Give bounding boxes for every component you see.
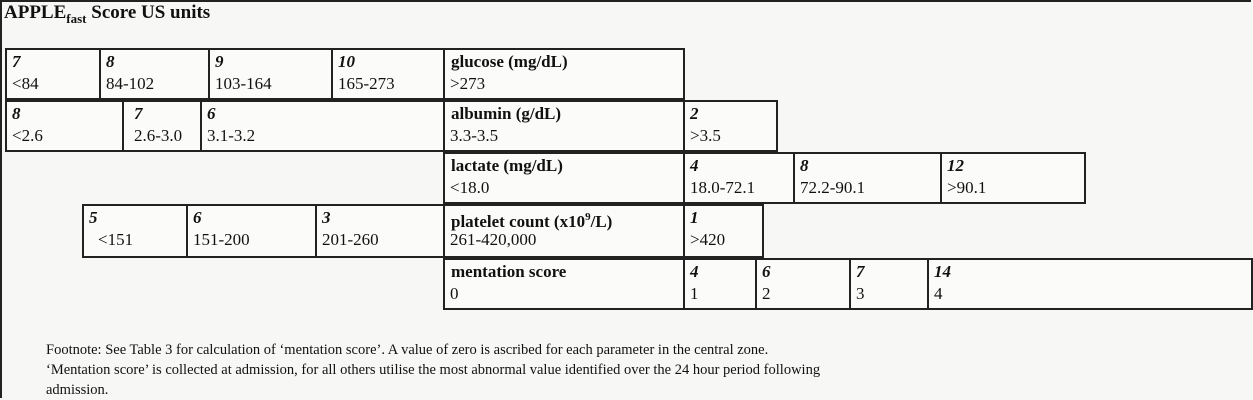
range-value: >3.5 bbox=[690, 126, 721, 145]
platelet-score-6-cell bbox=[186, 204, 317, 258]
normal-range: <18.0 bbox=[450, 178, 490, 197]
param-name: glucose (mg/dL) bbox=[451, 52, 568, 71]
param-name bbox=[451, 208, 612, 231]
range-value: <84 bbox=[12, 74, 39, 93]
footnote-line: admission. bbox=[46, 382, 109, 398]
range-value: 72.2-90.1 bbox=[800, 178, 866, 197]
score-value: 7 bbox=[12, 52, 21, 71]
title-subscript: fast bbox=[66, 11, 87, 26]
footnote-line: Footnote: See Table 3 for calculation of ‘mentation score’. A value of zero is ascribed for each parameter in the central zone. bbox=[46, 342, 769, 358]
score-value: 9 bbox=[215, 52, 224, 71]
param-name: mentation score bbox=[451, 262, 567, 281]
score-value: 6 bbox=[762, 262, 771, 281]
range-value: <151 bbox=[98, 230, 134, 249]
range-value: 1 bbox=[690, 284, 699, 303]
param-name-main: platelet count (x10 bbox=[451, 212, 586, 231]
range-value: <2.6 bbox=[12, 126, 43, 145]
mentation-score-6-cell bbox=[755, 258, 851, 310]
param-name: lactate (mg/dL) bbox=[451, 156, 563, 175]
score-value: 10 bbox=[338, 52, 355, 71]
range-value: 201-260 bbox=[322, 230, 379, 249]
score-value: 8 bbox=[12, 104, 21, 123]
platelet-param-cell bbox=[443, 204, 685, 258]
range-value: 2.6-3.0 bbox=[134, 126, 183, 145]
glucose-score-10-cell bbox=[331, 48, 445, 100]
lactate-param-cell bbox=[443, 152, 685, 204]
score-value: 6 bbox=[193, 208, 202, 227]
mentation-param-cell bbox=[443, 258, 685, 310]
title-rest: Score US units bbox=[86, 2, 211, 23]
glucose-score-9-cell bbox=[208, 48, 333, 100]
range-value: 103-164 bbox=[215, 74, 272, 93]
lactate-score-8-cell bbox=[793, 152, 942, 204]
normal-range: 261-420,000 bbox=[450, 230, 537, 249]
score-value: 8 bbox=[106, 52, 115, 71]
param-name-superscript: 9 bbox=[585, 211, 591, 223]
score-value: 2 bbox=[690, 104, 699, 123]
range-value: 4 bbox=[934, 284, 943, 303]
footnote-line: ‘Mentation score’ is collected at admission, for all others utilise the most abnormal value identified over the 24 hour period following bbox=[46, 362, 821, 378]
lactate-score-12-cell bbox=[940, 152, 1086, 204]
albumin-score-2-cell bbox=[683, 100, 778, 152]
glucose-score-7-cell bbox=[5, 48, 101, 100]
score-value: 7 bbox=[856, 262, 865, 281]
platelet-score-1-cell bbox=[683, 204, 764, 258]
mentation-score-7-cell bbox=[849, 258, 929, 310]
score-value: 6 bbox=[207, 104, 216, 123]
mentation-score-14-cell bbox=[927, 258, 1253, 310]
title-main: APPLE bbox=[4, 2, 67, 23]
glucose-param-cell bbox=[443, 48, 685, 100]
normal-range: 3.3-3.5 bbox=[450, 126, 499, 145]
albumin-param-cell bbox=[443, 100, 685, 152]
platelet-score-5-cell bbox=[82, 204, 188, 258]
score-value: 3 bbox=[322, 208, 331, 227]
score-value: 8 bbox=[800, 156, 809, 175]
mentation-score-4-cell bbox=[683, 258, 757, 310]
range-value: 165-273 bbox=[338, 74, 395, 93]
lactate-score-4-cell bbox=[683, 152, 795, 204]
normal-range: >273 bbox=[450, 74, 486, 93]
score-value: 4 bbox=[690, 156, 699, 175]
table-title bbox=[4, 2, 210, 30]
platelet-score-3-cell bbox=[315, 204, 445, 258]
range-value: 3.1-3.2 bbox=[207, 126, 256, 145]
range-value: >420 bbox=[690, 230, 726, 249]
glucose-score-8-cell bbox=[99, 48, 210, 100]
range-value: 151-200 bbox=[193, 230, 250, 249]
normal-range: 0 bbox=[450, 284, 459, 303]
footnote bbox=[46, 340, 1196, 400]
score-value: 14 bbox=[934, 262, 951, 281]
score-value: 1 bbox=[690, 208, 699, 227]
range-value: 2 bbox=[762, 284, 771, 303]
score-value: 4 bbox=[690, 262, 699, 281]
range-value: 3 bbox=[856, 284, 865, 303]
albumin-score-6-cell bbox=[200, 100, 445, 152]
albumin-score-8-cell bbox=[5, 100, 124, 152]
range-value: >90.1 bbox=[947, 178, 987, 197]
albumin-score-7-cell bbox=[122, 100, 202, 152]
score-value: 12 bbox=[947, 156, 964, 175]
score-value: 5 bbox=[89, 208, 98, 227]
param-name: albumin (g/dL) bbox=[451, 104, 562, 123]
param-name-end: /L) bbox=[590, 212, 613, 231]
range-value: 18.0-72.1 bbox=[690, 178, 756, 197]
range-value: 84-102 bbox=[106, 74, 155, 93]
score-value: 7 bbox=[134, 104, 143, 123]
